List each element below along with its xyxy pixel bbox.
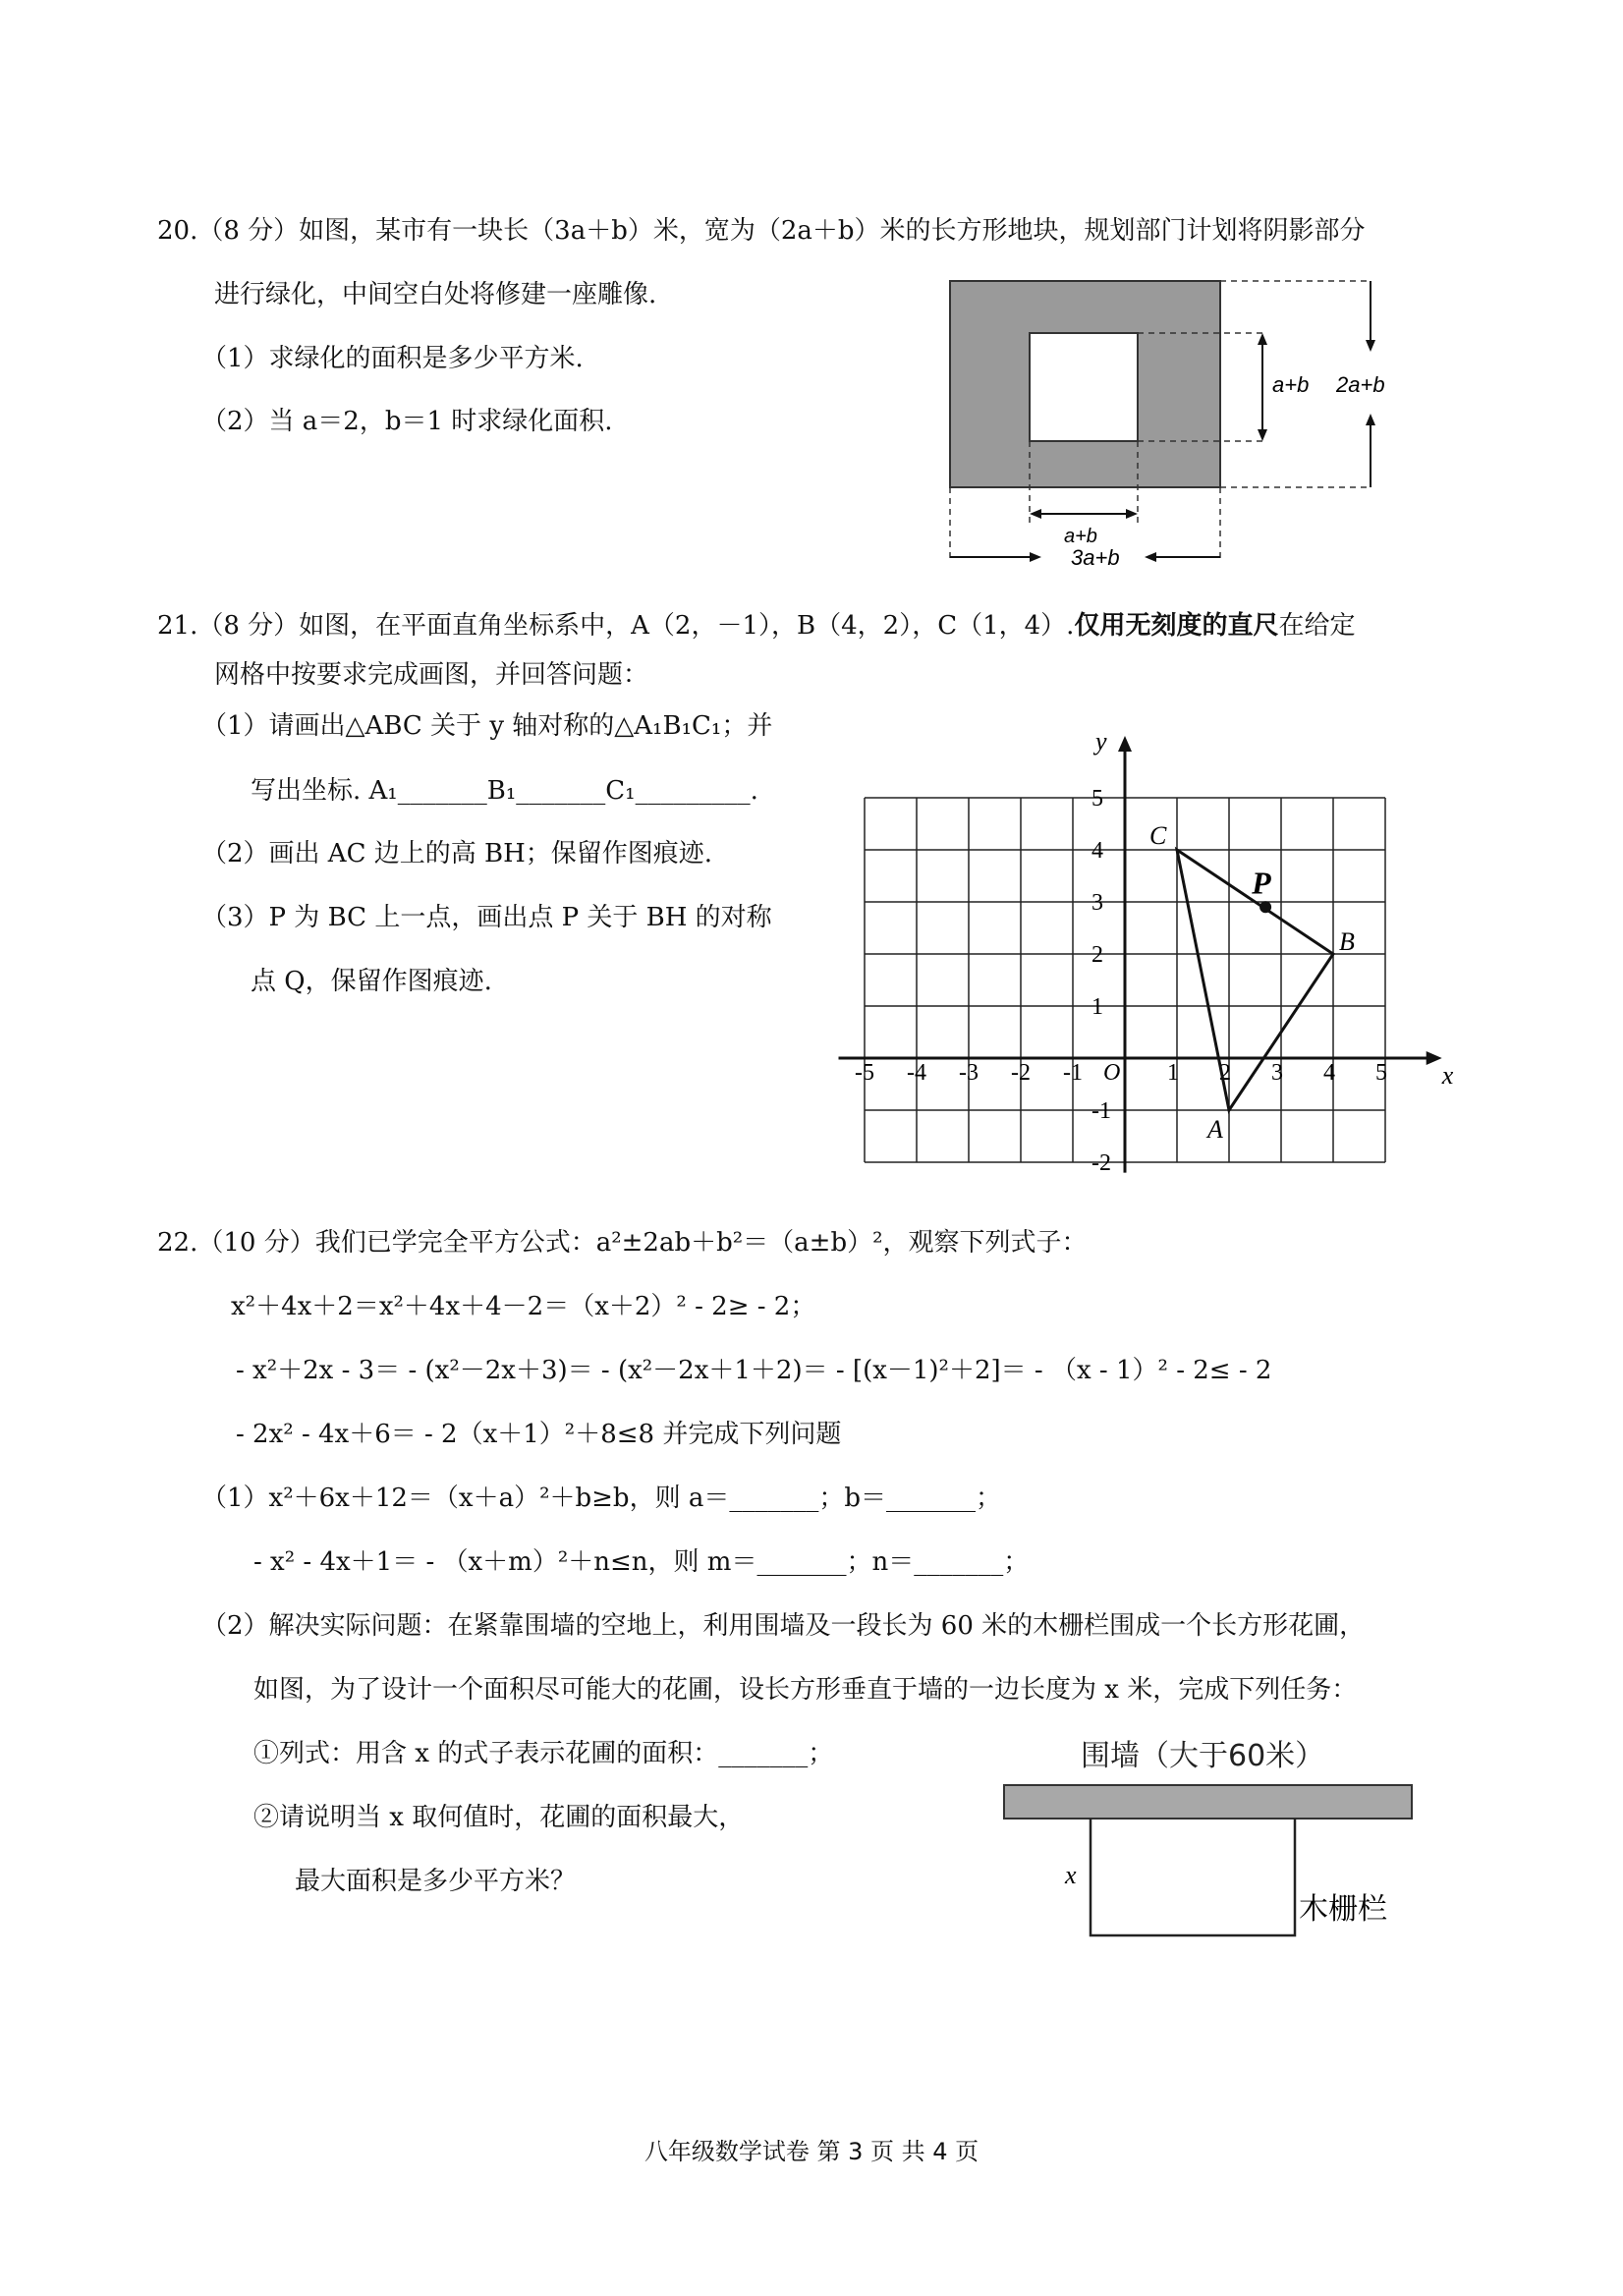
q22-part2: （2）解决实际问题：在紧靠围墙的空地上，利用围墙及一段长为 60 米的木栅栏围成一个长方形花圃， xyxy=(201,1611,1366,1641)
q22-wall xyxy=(1004,1785,1412,1819)
q21-heading-bold: 仅用无刻度的直尺 xyxy=(1074,611,1279,641)
y-tick-label: 4 xyxy=(1091,838,1103,864)
x-tick-label: 1 xyxy=(1167,1060,1179,1086)
x-tick-label: -5 xyxy=(855,1060,874,1086)
q21-heading-text: 21.（8 分）如图，在平面直角坐标系中，A（2，－1），B（4，2），C（1，4）. xyxy=(157,611,1075,641)
q22-task2-cont: 最大面积是多少平方米？ xyxy=(295,1867,577,1896)
y-axis-arrow xyxy=(1118,736,1132,752)
q22-example-1: x²＋4x＋2＝x²＋4x＋4－2＝（x＋2）² - 2≥ - 2； xyxy=(231,1292,816,1321)
q22-part1: （1）x²＋6x＋12＝（x＋a）²＋b≥b，则 a＝_______；b＝_______； xyxy=(201,1484,1001,1513)
q22-wall-label: 围墙（大于60米） xyxy=(1081,1739,1325,1773)
q21-part1: （1）请画出△ABC 关于 y 轴对称的△A₁B₁C₁；并 xyxy=(201,711,773,741)
q20-inner-width-label: a+b xyxy=(1064,526,1097,547)
q21-part3: （3）P 为 BC 上一点，画出点 P 关于 BH 的对称 xyxy=(201,903,772,932)
x-axis-label: x xyxy=(1441,1061,1454,1090)
q21-coordinate-grid xyxy=(825,712,1454,1184)
y-tick-label: 2 xyxy=(1091,942,1103,968)
q20-outer-width-label: 3a+b xyxy=(1071,545,1120,570)
q22-x-label: x xyxy=(1065,1861,1077,1889)
q22-example-3: - 2x² - 4x＋6＝ - 2（x＋1）²＋8≤8 并完成下列问题 xyxy=(236,1420,842,1449)
y-tick-label: -1 xyxy=(1091,1098,1111,1124)
q21-heading-tail: 在给定 xyxy=(1278,611,1356,641)
q21-part3-cont: 点 Q，保留作图痕迹. xyxy=(251,967,492,996)
q22-fence-label: 木栅栏 xyxy=(1299,1892,1387,1927)
q22-example-2: - x²＋2x - 3＝ - (x²－2x＋3)＝ - (x²－2x＋1＋2)＝ - [(x－1)²＋2]＝ - （x - 1）² - 2≤ - 2 xyxy=(236,1356,1272,1385)
x-axis-arrow xyxy=(1427,1051,1442,1065)
y-tick-label: -2 xyxy=(1091,1150,1111,1176)
q22-task2: ②请说明当 x 取何值时，花圃的面积最大， xyxy=(253,1803,745,1832)
point-p-label: P xyxy=(1252,865,1271,901)
q22-part2-cont: 如图，为了设计一个面积尽可能大的花圃，设长方形垂直于墙的一边长度为 x 米，完成下列任务： xyxy=(253,1675,1358,1705)
x-tick-label: -1 xyxy=(1063,1060,1083,1086)
point-a-label: A xyxy=(1207,1115,1223,1144)
x-tick-label: O xyxy=(1103,1060,1121,1086)
x-tick-label: -2 xyxy=(1011,1060,1031,1086)
y-tick-label: 3 xyxy=(1091,890,1103,916)
y-axis-label: y xyxy=(1095,727,1107,756)
q22-part1-second: - x² - 4x＋1＝ - （x＋m）²＋n≤n，则 m＝_______；n＝_______； xyxy=(253,1547,1030,1577)
x-tick-label: 3 xyxy=(1271,1060,1283,1086)
x-tick-label: -4 xyxy=(907,1060,926,1086)
point-b-label: B xyxy=(1339,927,1355,956)
q20-heading-cont: 进行绿化，中间空白处将修建一座雕像. xyxy=(214,280,657,309)
q21-part1-coords: 写出坐标. A₁_______B₁_______C₁_________. xyxy=(251,776,758,806)
q22-fence xyxy=(1091,1819,1295,1935)
y-tick-label: 5 xyxy=(1091,786,1103,812)
q20-outer-height-label: 2a+b xyxy=(1336,372,1385,397)
x-tick-label: 5 xyxy=(1375,1060,1387,1086)
point-p-dot xyxy=(1259,901,1271,913)
q20-heading: 20.（8 分）如图，某市有一块长（3a＋b）米，宽为（2a＋b）米的长方形地块，规划部门计划将阴影部分 xyxy=(157,216,1366,246)
q21-heading xyxy=(157,609,1355,643)
q21-part2: （2）画出 AC 边上的高 BH；保留作图痕迹. xyxy=(201,839,713,868)
page-footer: 八年级数学试卷 第 3 页 共 4 页 xyxy=(644,2138,979,2165)
point-c-label: C xyxy=(1149,821,1167,850)
x-tick-label: -3 xyxy=(959,1060,979,1086)
x-tick-label: 2 xyxy=(1219,1060,1231,1086)
q21-heading-cont: 网格中按要求完成画图，并回答问题： xyxy=(214,660,649,690)
q20-part1: （1）求绿化的面积是多少平方米. xyxy=(201,344,584,373)
q20-part2: （2）当 a＝2，b＝1 时求绿化面积. xyxy=(201,407,613,436)
q22-heading: 22.（10 分）我们已学完全平方公式：a²±2ab＋b²＝（a±b）²，观察下列式子： xyxy=(157,1228,1088,1258)
q22-garden-figure xyxy=(992,1734,1425,1950)
q20-inner-height-label: a+b xyxy=(1272,372,1310,397)
q20-figure xyxy=(938,273,1410,578)
q22-task1: ①列式：用含 x 的式子表示花圃的面积：_______； xyxy=(253,1739,834,1768)
y-tick-label: 1 xyxy=(1091,994,1103,1020)
x-tick-label: 4 xyxy=(1323,1060,1335,1086)
